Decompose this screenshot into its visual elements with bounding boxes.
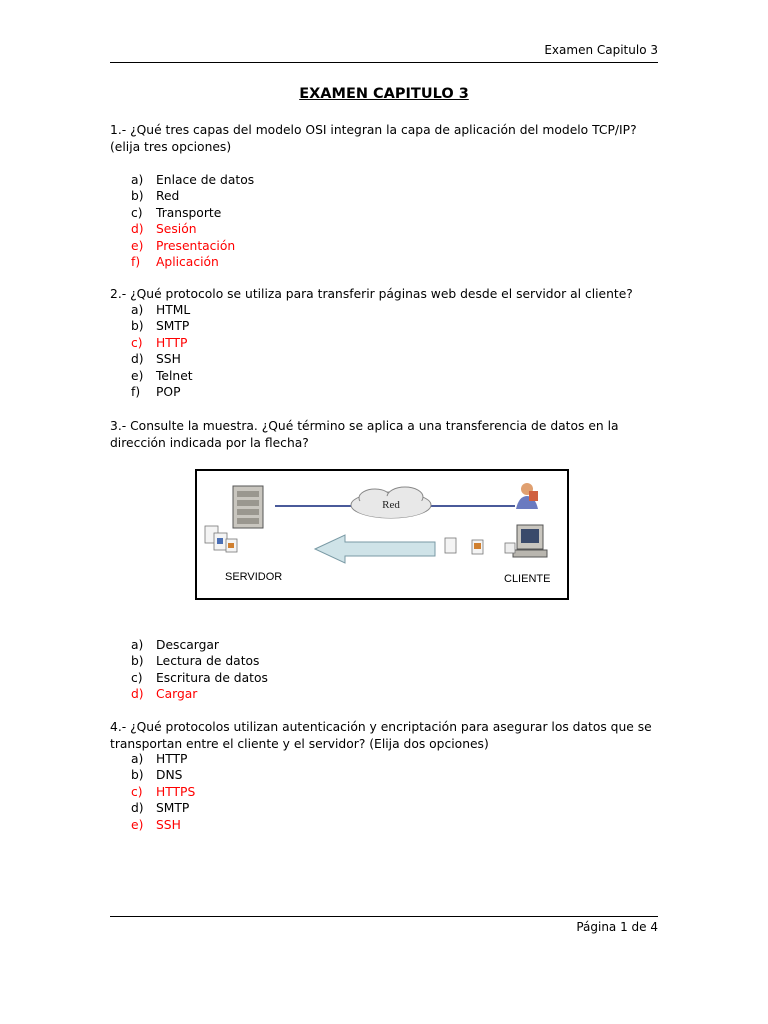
option-text: HTTP <box>156 335 188 350</box>
option-text: Descargar <box>156 638 219 652</box>
option-text: Sesión <box>156 222 197 237</box>
option-text: Presentación <box>156 238 236 253</box>
option-3a <box>131 637 268 653</box>
option-text: DNS <box>156 768 183 783</box>
option-text: Transporte <box>156 205 222 220</box>
option-2c <box>131 335 193 351</box>
question-3-options <box>131 637 268 703</box>
page-footer <box>110 916 658 934</box>
option-text: SSH <box>156 817 181 832</box>
option-letter: a) <box>131 752 144 766</box>
option-letter: d) <box>131 801 144 816</box>
option-text: HTTPS <box>156 784 196 799</box>
option-text: SSH <box>156 352 181 367</box>
option-text: POP <box>156 384 181 399</box>
option-letter: f) <box>131 254 141 269</box>
option-letter: e) <box>131 817 144 832</box>
header-text: Examen Capitulo 3 <box>544 43 658 57</box>
option-text: Telnet <box>156 368 193 383</box>
option-4d <box>131 800 195 816</box>
option-text: Red <box>156 189 180 204</box>
question-4: 4.- ¿Qué protocolos utilizan autenticación y encriptación para asegurar los datos que se transportan entre el cliente y el servidor? (Elija dos opciones) <box>110 720 652 751</box>
option-letter: d) <box>131 352 144 367</box>
option-4a <box>131 751 195 767</box>
page-header <box>110 0 658 63</box>
server-icon <box>233 486 263 528</box>
option-letter: b) <box>131 319 144 334</box>
option-text: Aplicación <box>156 254 219 269</box>
option-4c <box>131 784 195 800</box>
option-1b <box>131 188 254 204</box>
option-1a <box>131 172 254 188</box>
option-1e <box>131 238 254 254</box>
option-1f <box>131 254 254 270</box>
network-diagram <box>195 469 569 600</box>
question-4-options <box>131 751 195 833</box>
option-letter: d) <box>131 222 144 237</box>
option-letter: c) <box>131 670 143 685</box>
option-4e <box>131 817 195 833</box>
question-1-options <box>131 172 254 270</box>
option-letter: b) <box>131 768 144 783</box>
option-3c <box>131 670 268 686</box>
option-letter: e) <box>131 368 144 383</box>
option-3d <box>131 686 268 702</box>
option-letter: b) <box>131 654 144 669</box>
option-text: HTML <box>156 303 191 317</box>
option-text: Cargar <box>156 687 198 702</box>
document-title: EXAMEN CAPITULO 3 <box>299 86 469 102</box>
option-text: SMTP <box>156 801 190 816</box>
question-3: 3.- Consulte la muestra. ¿Qué término se aplica a una transferencia de datos en la dirección indicada por la flecha? <box>110 419 619 450</box>
question-1: 1.- ¿Qué tres capas del modelo OSI integran la capa de aplicación del modelo TCP/IP? (elija tres opciones) <box>110 123 637 154</box>
option-letter: c) <box>131 205 143 220</box>
option-letter: b) <box>131 189 144 204</box>
server-label: SERVIDOR <box>225 571 283 583</box>
option-letter: a) <box>131 303 144 317</box>
option-text: HTTP <box>156 752 188 766</box>
option-text: SMTP <box>156 319 190 334</box>
option-1c <box>131 205 254 221</box>
option-letter: d) <box>131 687 144 702</box>
question-2: 2.- ¿Qué protocolo se utiliza para transferir páginas web desde el servidor al cliente? <box>110 287 633 301</box>
option-2a <box>131 302 193 318</box>
option-1d <box>131 221 254 237</box>
option-2e <box>131 368 193 384</box>
option-letter: e) <box>131 238 144 253</box>
option-text: Lectura de datos <box>156 654 260 669</box>
option-3b <box>131 653 268 669</box>
option-letter: c) <box>131 335 143 350</box>
cloud-label: Red <box>382 499 400 511</box>
option-4b <box>131 767 195 783</box>
client-label: CLIENTE <box>504 573 551 585</box>
option-letter: c) <box>131 784 143 799</box>
option-2b <box>131 318 193 334</box>
option-letter: a) <box>131 638 144 652</box>
question-2-options <box>131 302 193 400</box>
option-2f <box>131 384 193 400</box>
option-text: Escritura de datos <box>156 670 268 685</box>
option-letter: a) <box>131 173 144 187</box>
option-letter: f) <box>131 384 141 399</box>
page-number: Página 1 de 4 <box>576 920 658 934</box>
option-text: Enlace de datos <box>156 173 255 187</box>
option-2d <box>131 351 193 367</box>
